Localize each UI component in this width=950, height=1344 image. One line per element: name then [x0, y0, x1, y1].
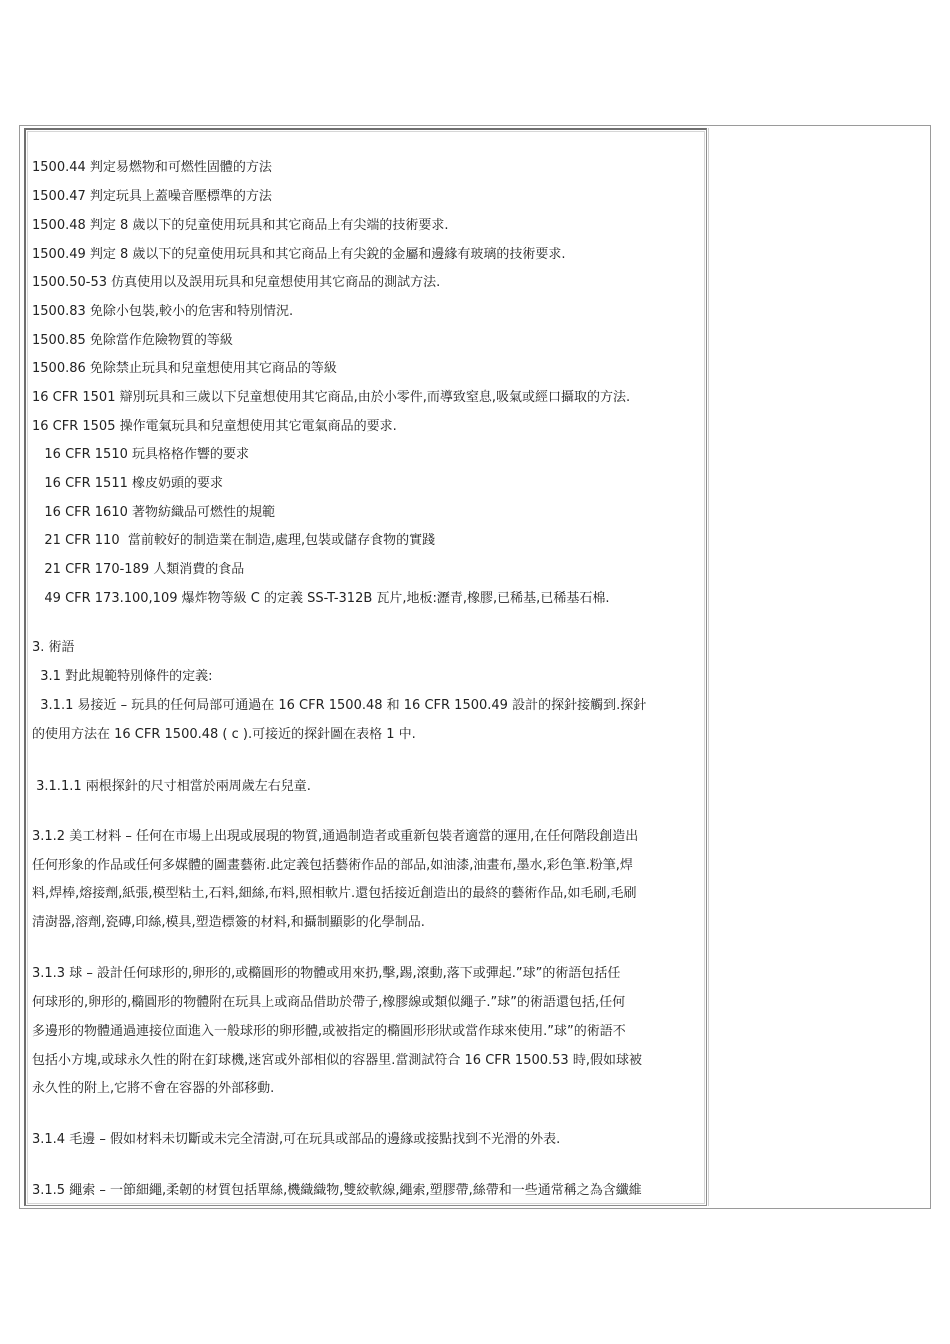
text-line-1500-49: 1500.49 判定 8 歲以下的兒童使用玩具和其它商品上有尖銳的金屬和邊緣有玻璃的技術要求. — [32, 247, 566, 262]
text-line-3-1-5: 3.1.5 繩索 – 一節細繩,柔韌的材質包括單絲,機織織物,雙絞軟線,繩索,塑膠帶,絲帶和一些通常稱之為含纖維 — [32, 1183, 642, 1198]
text-line-1500-50-53: 1500.50-53 仿真使用以及誤用玩具和兒童想使用其它商品的測試方法. — [32, 275, 441, 290]
section-heading-terms: 3. 術語 — [32, 640, 75, 655]
text-line-3-1-3-e: 永久性的附上,它將不會在容器的外部移動. — [32, 1081, 275, 1096]
text-line-3-1-2-a: 3.1.2 美工材料 – 任何在市場上出現或展現的物質,通過制造者或重新包裝者適當的運用,在任何階段創造出 — [32, 829, 639, 844]
text-line-3-1-4: 3.1.4 毛邊 – 假如材料未切斷或未完全清澍,可在玩具或部品的邊緣或接點找到不光滑的外表. — [32, 1132, 561, 1147]
text-line-3-1-1-a: 3.1.1 易接近 – 玩具的任何局部可通過在 16 CFR 1500.48 和 16 CFR 1500.49 設計的探針接觸到.探針 — [32, 698, 647, 713]
text-line-1500-85: 1500.85 免除當作危險物質的等級 — [32, 333, 233, 348]
text-line-21cfr170-189: 21 CFR 170-189 人類消費的食品 — [32, 562, 245, 577]
empty-right-cell — [708, 128, 929, 1206]
text-line-3-1-1-1: 3.1.1.1 兩根探針的尺寸相當於兩周歲左右兒童. — [32, 779, 311, 794]
text-line-21cfr110: 21 CFR 110 當前較好的制造業在制造,處理,包裝或儲存食物的實踐 — [32, 533, 436, 548]
text-line-3-1-3-a: 3.1.3 球 – 設計任何球形的,卵形的,或橢圓形的物體或用來扔,擊,踢,滾動,落下或彈起.”球”的術語包括任 — [32, 966, 621, 981]
text-line-1500-86: 1500.86 免除禁止玩具和兒童想使用其它商品的等級 — [32, 361, 337, 376]
document-table — [19, 125, 931, 1209]
text-line-3-1-2-b: 任何形象的作品或任何多媒體的圖畫藝術.此定義包括藝術作品的部品,如油漆,油畫布,墨水,彩色筆.粉筆,焊 — [32, 858, 633, 873]
text-line-3-1: 3.1 對此規範特別條件的定義: — [32, 669, 213, 684]
text-line-3-1-3-d: 包括小方塊,或球永久性的附在釘球機,迷宮或外部相似的容器里.當測試符合 16 CFR 1500.53 時,假如球被 — [32, 1053, 642, 1068]
text-line-1500-44: 1500.44 判定易燃物和可燃性固體的方法 — [32, 160, 272, 175]
text-line-1500-48: 1500.48 判定 8 歲以下的兒童使用玩具和其它商品上有尖端的技術要求. — [32, 218, 449, 233]
text-line-3-1-2-c: 料,焊棒,熔接劑,紙張,模型粘土,石料,細絲,布料,照相軟片.還包括接近創造出的最終的藝術作品,如毛刷,毛刷 — [32, 886, 637, 901]
text-line-3-1-2-d: 清澍器,溶劑,瓷磚,印絲,模具,塑造標簽的材料,和攝制顯影的化學制品. — [32, 915, 425, 930]
text-line-16cfr1510: 16 CFR 1510 玩具格格作響的要求 — [32, 447, 250, 462]
text-line-3-1-3-b: 何球形的,卵形的,橢圓形的物體附在玩具上或商品借助於帶子,橡膠線或類似繩子.”球”的術語還包括,任何 — [32, 995, 626, 1010]
text-line-49cfr173: 49 CFR 173.100,109 爆炸物等級 C 的定義 SS-T-312B 瓦片,地板:瀝青,橡膠,已稀基,已稀基石棉. — [32, 591, 610, 606]
text-line-16cfr1501: 16 CFR 1501 辯別玩具和三歲以下兒童想使用其它商品,由於小零件,而導致窒息,吸氣或經口攝取的方法. — [32, 390, 631, 405]
text-line-1500-83: 1500.83 免除小包裝,較小的危害和特別情況. — [32, 304, 294, 319]
text-line-16cfr1505: 16 CFR 1505 操作電氣玩具和兒童想使用其它電氣商品的要求. — [32, 419, 397, 434]
text-line-1500-47: 1500.47 判定玩具上蓋噪音壓標準的方法 — [32, 189, 272, 204]
text-line-16cfr1610: 16 CFR 1610 著物紡織品可燃性的規範 — [32, 505, 276, 520]
text-line-3-1-3-c: 多邊形的物體通過連接位面進入一般球形的卵形體,或被指定的橢圓形形狀或當作球來使用.”球”的術語不 — [32, 1024, 626, 1039]
text-line-3-1-1-b: 的使用方法在 16 CFR 1500.48 ( c ).可接近的探針圖在表格 1 中. — [32, 727, 416, 742]
text-line-16cfr1511: 16 CFR 1511 橡皮奶頭的要求 — [32, 476, 224, 491]
content-cell — [24, 128, 707, 1206]
